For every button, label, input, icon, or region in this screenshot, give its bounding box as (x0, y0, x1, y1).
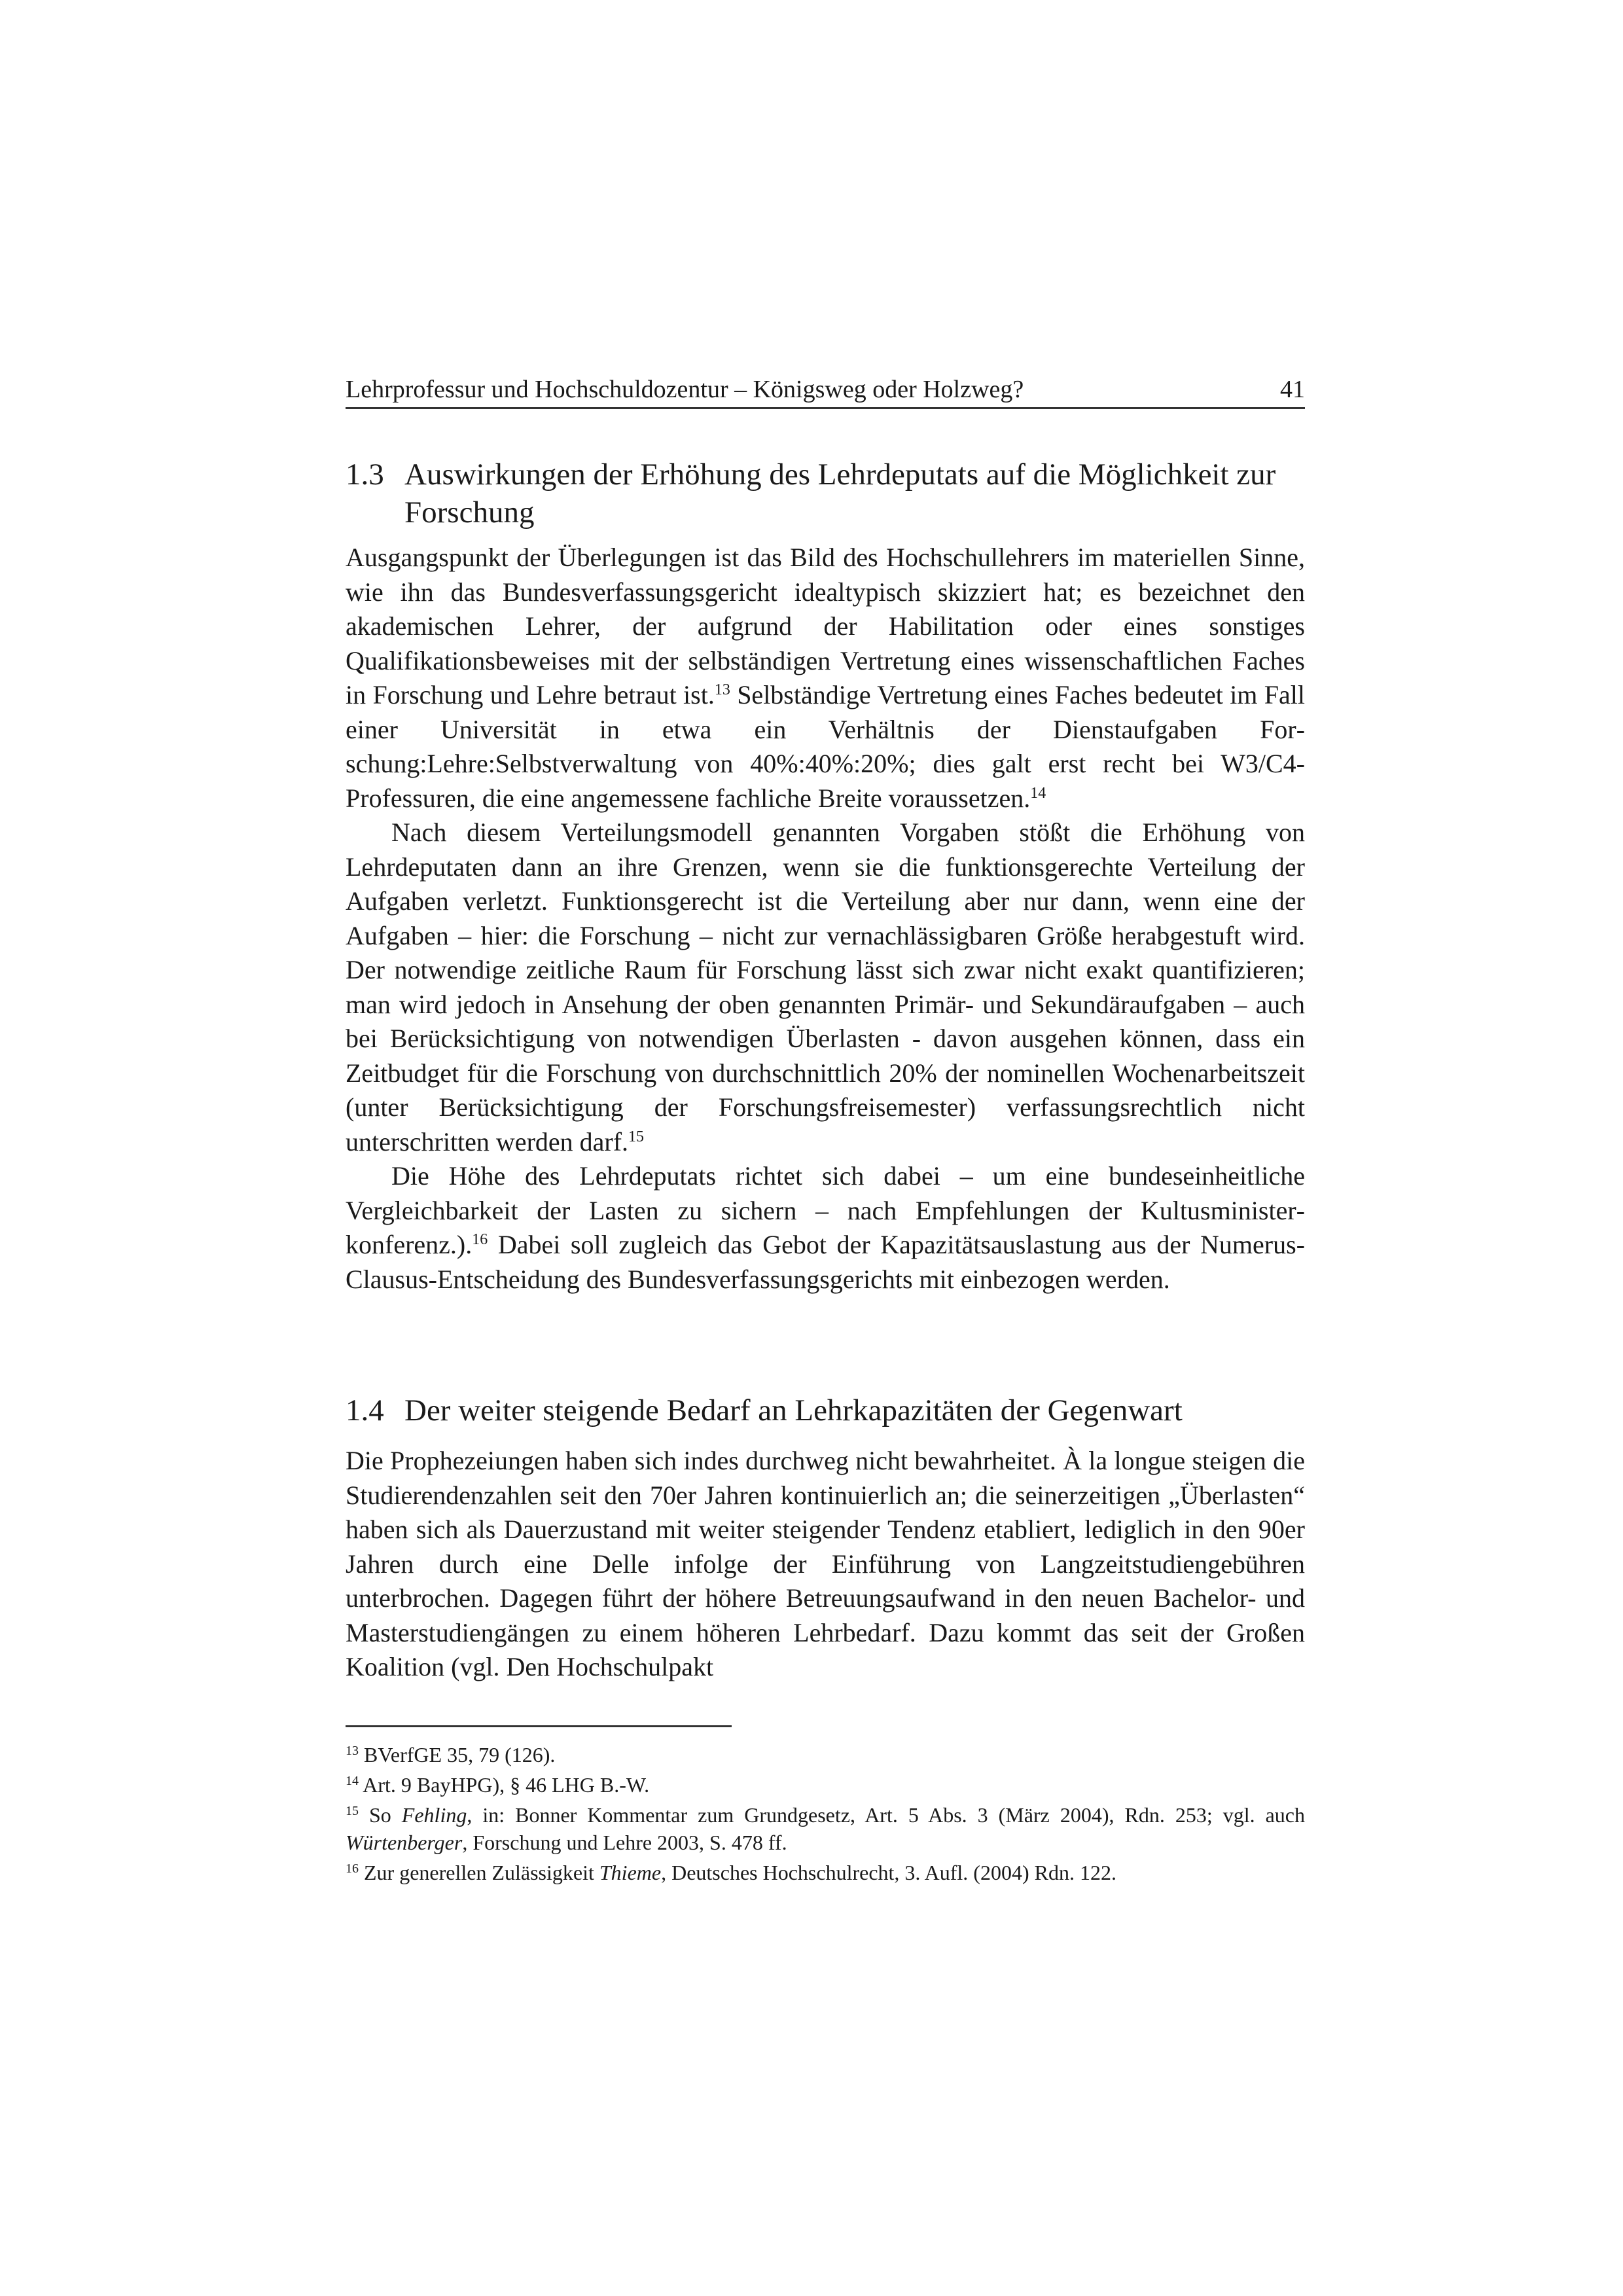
footnote-author: Thieme (599, 1861, 662, 1884)
paragraph (346, 541, 1305, 816)
footnote-ref-13[interactable]: 13 (714, 681, 730, 698)
section-1-3-body (346, 541, 1305, 1297)
footnote-divider (346, 1725, 732, 1727)
footnote-text: , Forschung und Lehre 2003, S. 478 ff. (462, 1831, 787, 1854)
footnote-text: , Deutsches Hochschulrecht, 3. Aufl. (2004) Rdn. 122. (661, 1861, 1116, 1884)
footnote-text: BVerfGE 35, 79 (126). (364, 1743, 556, 1767)
footnote-text: Art. 9 BayHPG), § 46 LHG B.-W. (363, 1773, 650, 1797)
footnote-author: Würtenberger (346, 1831, 463, 1854)
footnote-number: 14 (346, 1774, 359, 1788)
footnotes (346, 1741, 1305, 1889)
section-number: 1.3 (346, 457, 384, 492)
paragraph-text: Nach diesem Verteilungsmodell genannten Vorgaben stößt die Erhöhung von Lehrdeputaten dann an ihre Grenzen, wenn sie die funktionsgerechte Verteilung der Aufgaben verletzt. Funktionsgerecht ist die Verteilung aber nur dann, wenn eine der Aufgaben – hier: die Forschung – nicht zur vernachlässigbaren Größe herabgestuft wird. Der notwendige zeitliche Raum für Forschung lässt sich zwar nicht exakt quantifizieren; man wird jedoch in Ansehung der oben genannten Primär- und Sekundäraufgaben – auch bei Berücksichtigung von notwendigen Überlasten - davon ausgehen können, dass ein Zeitbudget für die Forschung von durchschnittlich 20% der nominellen Wochenarbeitszeit (unter Berücksichtigung der Forschungsfreisemester) verfassungsrechtlich nicht unterschritten werden darf. (346, 817, 1305, 1157)
footnote-number: 13 (346, 1744, 359, 1758)
section-title: Der weiter steigende Bedarf an Lehrkapazitäten der Gegenwart (404, 1393, 1183, 1427)
footnote-ref-15[interactable]: 15 (628, 1128, 645, 1145)
footnote-author: Fehling (401, 1803, 467, 1827)
running-header-title: Lehrprofessur und Hochschuldozentur – Königsweg oder Holzweg? (346, 376, 1024, 403)
footnote-13 (346, 1741, 1305, 1768)
section-number: 1.4 (346, 1393, 384, 1427)
footnote-14 (346, 1771, 1305, 1799)
footnote-text: So (369, 1803, 402, 1827)
paragraph-text: Selbständige Vertretung eines Faches bedeutet im Fall einer Universität in etwa ein Verhältnis der Dienstaufgaben Forschung:Lehre:Selbstverwaltung von 40%:40%:20%; dies galt erst recht bei W3/C4-Professuren, die eine angemessene fachliche Breite voraussetzen. (346, 680, 1305, 813)
footnote-number: 16 (346, 1861, 359, 1876)
footnote-number: 15 (346, 1804, 359, 1818)
paragraph-text: Die Höhe des Lehrdeputats richtet sich dabei – um eine bundeseinheitliche Vergleichbarkeit der Lasten zu sichern – nach Empfehlungen der Kultusministerkonferenz.). (346, 1161, 1305, 1259)
footnote-text: , in: Bonner Kommentar zum Grundgesetz, Art. 5 Abs. 3 (März 2004), Rdn. 253; vgl. auch (467, 1803, 1306, 1827)
page-number: 41 (1280, 376, 1305, 403)
footnote-ref-14[interactable]: 14 (1030, 784, 1046, 802)
paragraph: Die Prophezeiungen haben sich indes durchweg nicht bewahrheitet. À la longue steigen die Studierendenzahlen seit den 70er Jahren kontinuierlich an; die seinerzeitigen „Überlasten“ haben sich als Dauerzustand mit weiter steigender Tendenz etabliert, lediglich in den 90er Jahren durch eine Delle infolge der Einführung von Langzeitstudiengebühren unterbrochen. Dagegen führt der höhere Betreuungsaufwand in den neuen Bachelor- und Masterstudiengängen zu einem höheren Lehrbedarf. Dazu kommt das seit der Großen Koalition (vgl. Den Hochschulpakt (346, 1446, 1305, 1681)
section-heading-1-4 (346, 1391, 1305, 1429)
paragraph-text: Ausgangspunkt der Überlegungen ist das Bild des Hochschullehrers im materiellen Sinne, wie ihn das Bundesverfassungsgericht idealtypisch skizziert hat; es bezeichnet den akademischen Lehrer, der aufgrund der Habilitation oder eines sonstiges Qualifikationsbeweises mit der selbständigen Vertretung eines wissenschaftlichen Faches in Forschung und Lehre betraut ist. (346, 543, 1305, 709)
section-1-4-body (346, 1444, 1305, 1685)
footnote-16 (346, 1859, 1305, 1886)
footnote-text: Zur generellen Zulässigkeit (364, 1861, 599, 1884)
section-title: Auswirkungen der Erhöhung des Lehrdeputats auf die Möglichkeit zur Forschung (404, 457, 1276, 529)
paragraph (346, 1159, 1305, 1297)
running-header (346, 372, 1305, 409)
footnote-ref-16[interactable]: 16 (472, 1231, 488, 1248)
section-heading-1-3 (346, 456, 1305, 531)
paragraph (346, 816, 1305, 1159)
footnote-15 (346, 1801, 1305, 1856)
paragraph-text: Dabei soll zugleich das Gebot der Kapazitätsauslastung aus der Numerus-Clausus-Entscheidung des Bundesverfassungsgerichts mit einbezogen werden. (346, 1230, 1305, 1294)
